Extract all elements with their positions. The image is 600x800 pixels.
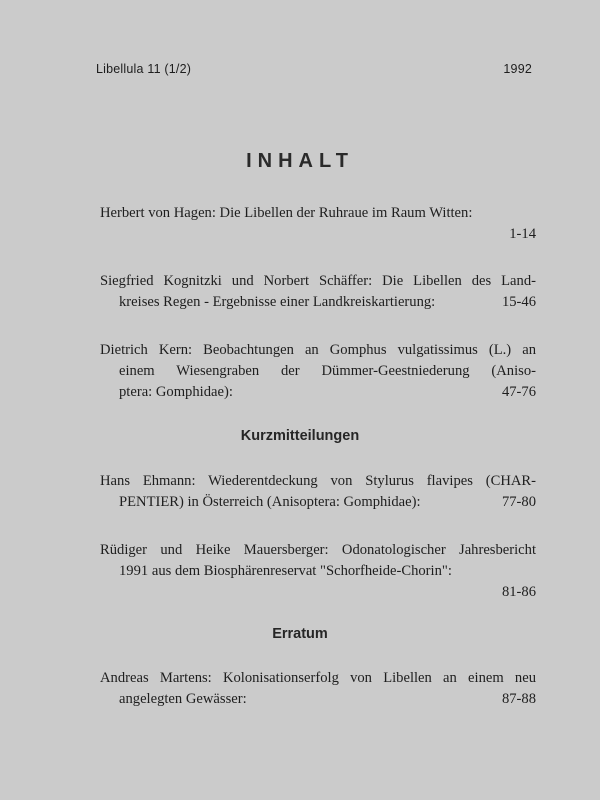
entry-line: Hans Ehmann: Wiederentdeckung von Stylurus flavipes (CHAR- [100, 473, 536, 489]
entry-line: Siegfried Kognitzki und Norbert Schäffer: Die Libellen des Land- [100, 273, 536, 289]
entry-line-with-pages [100, 689, 536, 710]
entry-line-with-pages [100, 292, 536, 313]
toc-entry-mauersberger [100, 540, 536, 603]
entry-line: Herbert von Hagen: Die Libellen der Ruhraue im Raum Witten: [100, 205, 473, 221]
toc-entry-kern [100, 340, 536, 403]
entry-line: Andreas Martens: Kolonisationserfolg von Libellen an einem neu [100, 670, 536, 686]
entry-line: kreises Regen - Ergebnisse einer Landkreiskartierung: [119, 294, 436, 310]
entry-line: 1991 aus dem Biosphärenreservat "Schorfheide-Chorin": [119, 563, 452, 579]
entry-line: ptera: Gomphidae): [119, 384, 233, 400]
section-heading-erratum: Erratum [272, 626, 328, 642]
entry-line: PENTIER) in Österreich (Anisoptera: Gomphidae): [119, 494, 421, 510]
entry-line-with-pages [100, 492, 536, 513]
entry-pages: 15-46 [501, 294, 536, 310]
toc-entry-hagen [100, 203, 536, 245]
entry-pages: 87-88 [501, 691, 536, 707]
entry-line: Rüdiger und Heike Mauersberger: Odonatologischer Jahresbericht [100, 542, 536, 558]
entry-line: Dietrich Kern: Beobachtungen an Gomphus vulgatissimus (L.) an [100, 342, 536, 358]
entry-line: angelegten Gewässer: [119, 691, 247, 707]
entry-line: einem Wiesengraben der Dümmer-Geestniederung (Aniso- [119, 363, 536, 379]
toc-entry-martens [100, 668, 536, 710]
entry-line-with-pages [100, 382, 536, 403]
section-heading-kurzmitteilungen: Kurzmitteilungen [240, 428, 360, 444]
journal-label: Libellula 11 (1/2) [96, 62, 192, 76]
year-label: 1992 [503, 62, 532, 76]
page-title: INHALT [246, 150, 354, 172]
running-head [96, 62, 532, 76]
entry-pages: 47-76 [501, 384, 536, 400]
toc-entry-kognitzki [100, 271, 536, 313]
toc-entry-ehmann [100, 471, 536, 513]
entry-pages: 81-86 [501, 584, 536, 600]
entry-pages: 1-14 [509, 226, 536, 242]
entry-pages: 77-80 [501, 494, 536, 510]
